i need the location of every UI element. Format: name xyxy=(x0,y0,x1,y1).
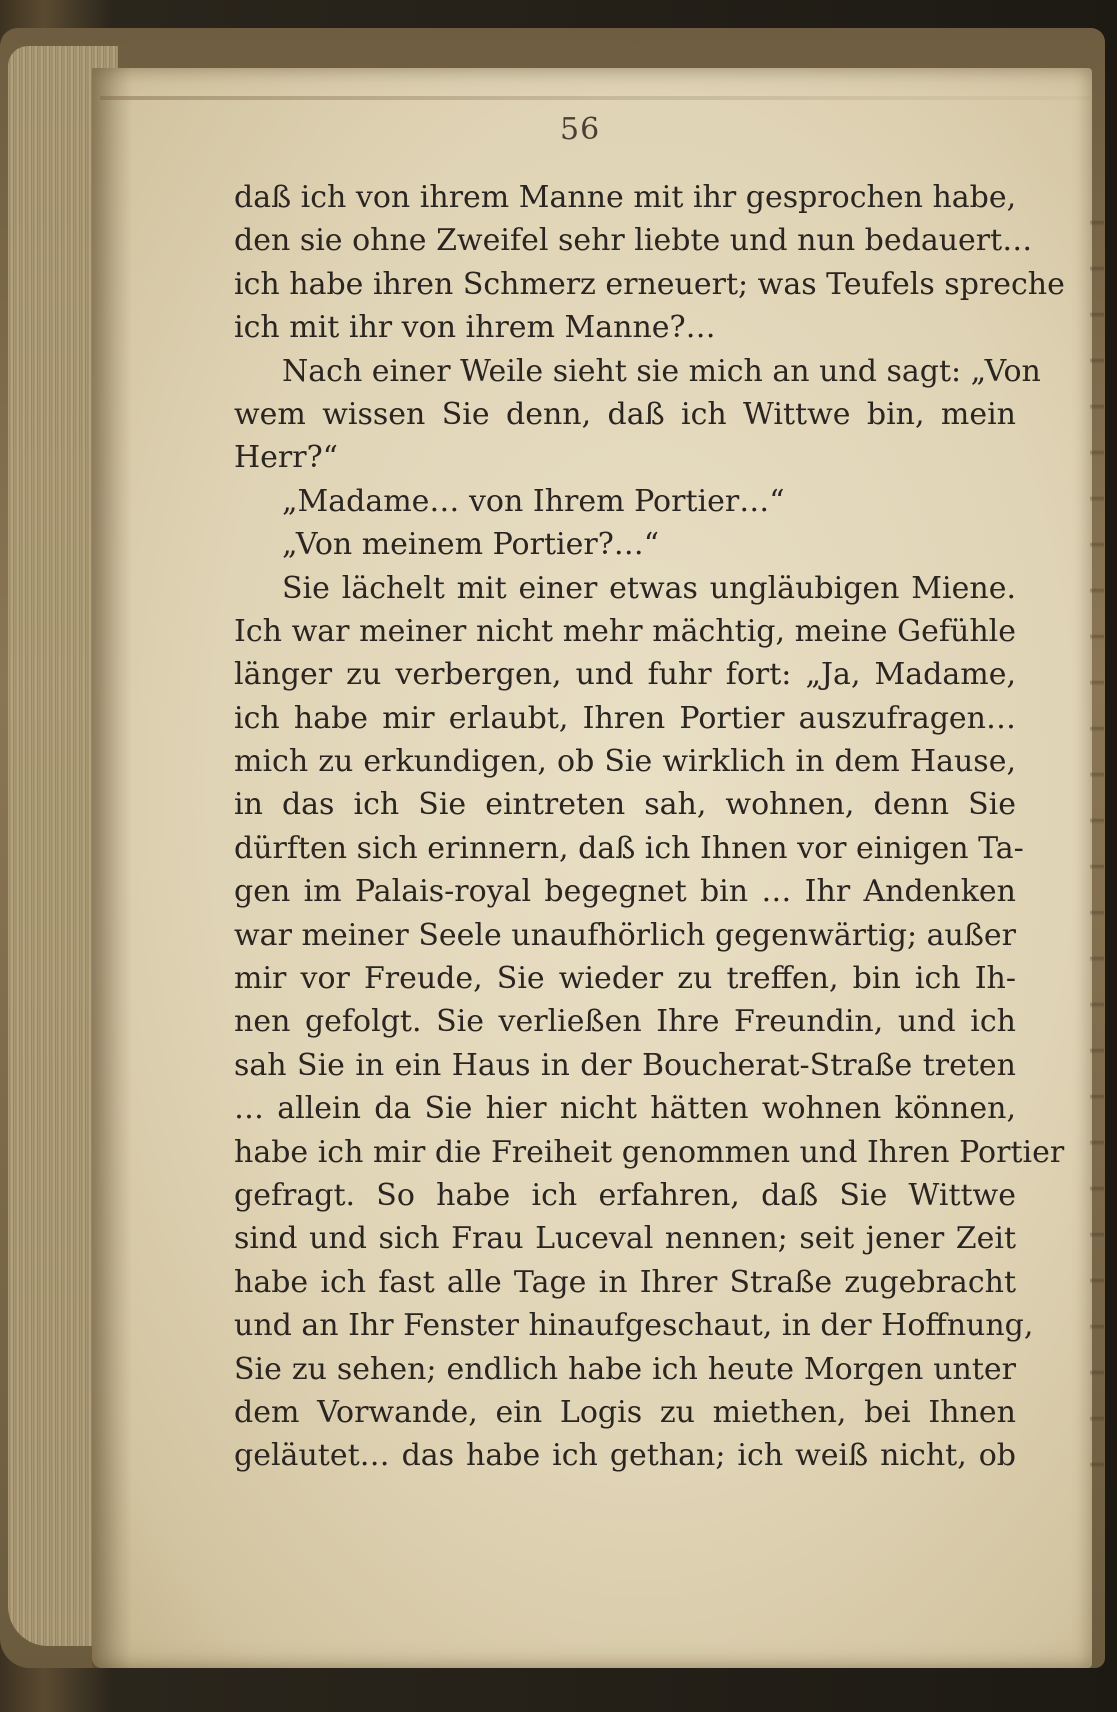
text-line: dürften sich erinnern, daß ich Ihnen vor einigen Ta- xyxy=(234,830,1024,866)
top-rule xyxy=(100,96,1090,100)
text-line: habe ich mir die Freiheit genommen und Ihren Portier xyxy=(234,1134,1065,1170)
text-line: gen im Palais-royal begegnet bin … Ihr Andenken xyxy=(234,874,1016,910)
text-line: länger zu verbergen, und fuhr fort: „Ja, Madame, xyxy=(234,657,1016,693)
margin-marks xyxy=(1090,180,1104,1480)
text-line: sind und sich Frau Luceval nennen; seit jener Zeit xyxy=(234,1221,1016,1257)
text-line: ich habe mir erlaubt, Ihren Portier auszufragen… xyxy=(234,700,1016,736)
text-line: mir vor Freude, Sie wieder zu treffen, bin ich Ih- xyxy=(234,961,1016,997)
text-line: „Madame… von Ihrem Portier…“ xyxy=(282,483,785,519)
text-line: ich habe ihren Schmerz erneuert; was Teufels spreche xyxy=(234,266,1065,302)
text-line: Sie lächelt mit einer etwas ungläubigen Miene. xyxy=(282,570,1016,606)
text-line: den sie ohne Zweifel sehr liebte und nun bedauert… xyxy=(234,223,1033,259)
text-line: geläutet… das habe ich gethan; ich weiß nicht, ob xyxy=(234,1438,1016,1474)
text-line: Sie zu sehen; endlich habe ich heute Morgen unter xyxy=(234,1351,1016,1387)
text-line: nen gefolgt. Sie verließen Ihre Freundin, und ich xyxy=(234,1004,1016,1040)
text-line: ich mit ihr von ihrem Manne?… xyxy=(234,310,716,346)
text-line: dem Vorwande, ein Logis zu miethen, bei Ihnen xyxy=(234,1394,1016,1430)
text-line: und an Ihr Fenster hinaufgeschaut, in der Hoffnung, xyxy=(234,1308,1034,1344)
text-line: mich zu erkundigen, ob Sie wirklich in dem Hause, xyxy=(234,744,1016,780)
text-line: Nach einer Weile sieht sie mich an und sagt: „Von xyxy=(282,353,1041,389)
text-line: gefragt. So habe ich erfahren, daß Sie Wittwe xyxy=(234,1177,1016,1213)
spine-shadow xyxy=(92,68,132,1668)
text-line: war meiner Seele unaufhörlich gegenwärtig; außer xyxy=(234,917,1016,953)
text-line: … allein da Sie hier nicht hätten wohnen können, xyxy=(234,1091,1016,1127)
page-number: 56 xyxy=(560,112,601,147)
body-text xyxy=(234,176,1065,1478)
text-line: wem wissen Sie denn, daß ich Wittwe bin, mein xyxy=(234,396,1016,432)
text-line: in das ich Sie eintreten sah, wohnen, denn Sie xyxy=(234,787,1016,823)
text-line: Herr?“ xyxy=(234,440,339,476)
text-line: Ich war meiner nicht mehr mächtig, meine Gefühle xyxy=(234,613,1016,649)
text-line: daß ich von ihrem Manne mit ihr gesprochen habe, xyxy=(234,180,1017,215)
text-line: sah Sie in ein Haus in der Boucherat-Straße treten xyxy=(234,1047,1016,1083)
text-line: habe ich fast alle Tage in Ihrer Straße zugebracht xyxy=(234,1264,1016,1300)
text-line: „Von meinem Portier?…“ xyxy=(282,527,660,563)
